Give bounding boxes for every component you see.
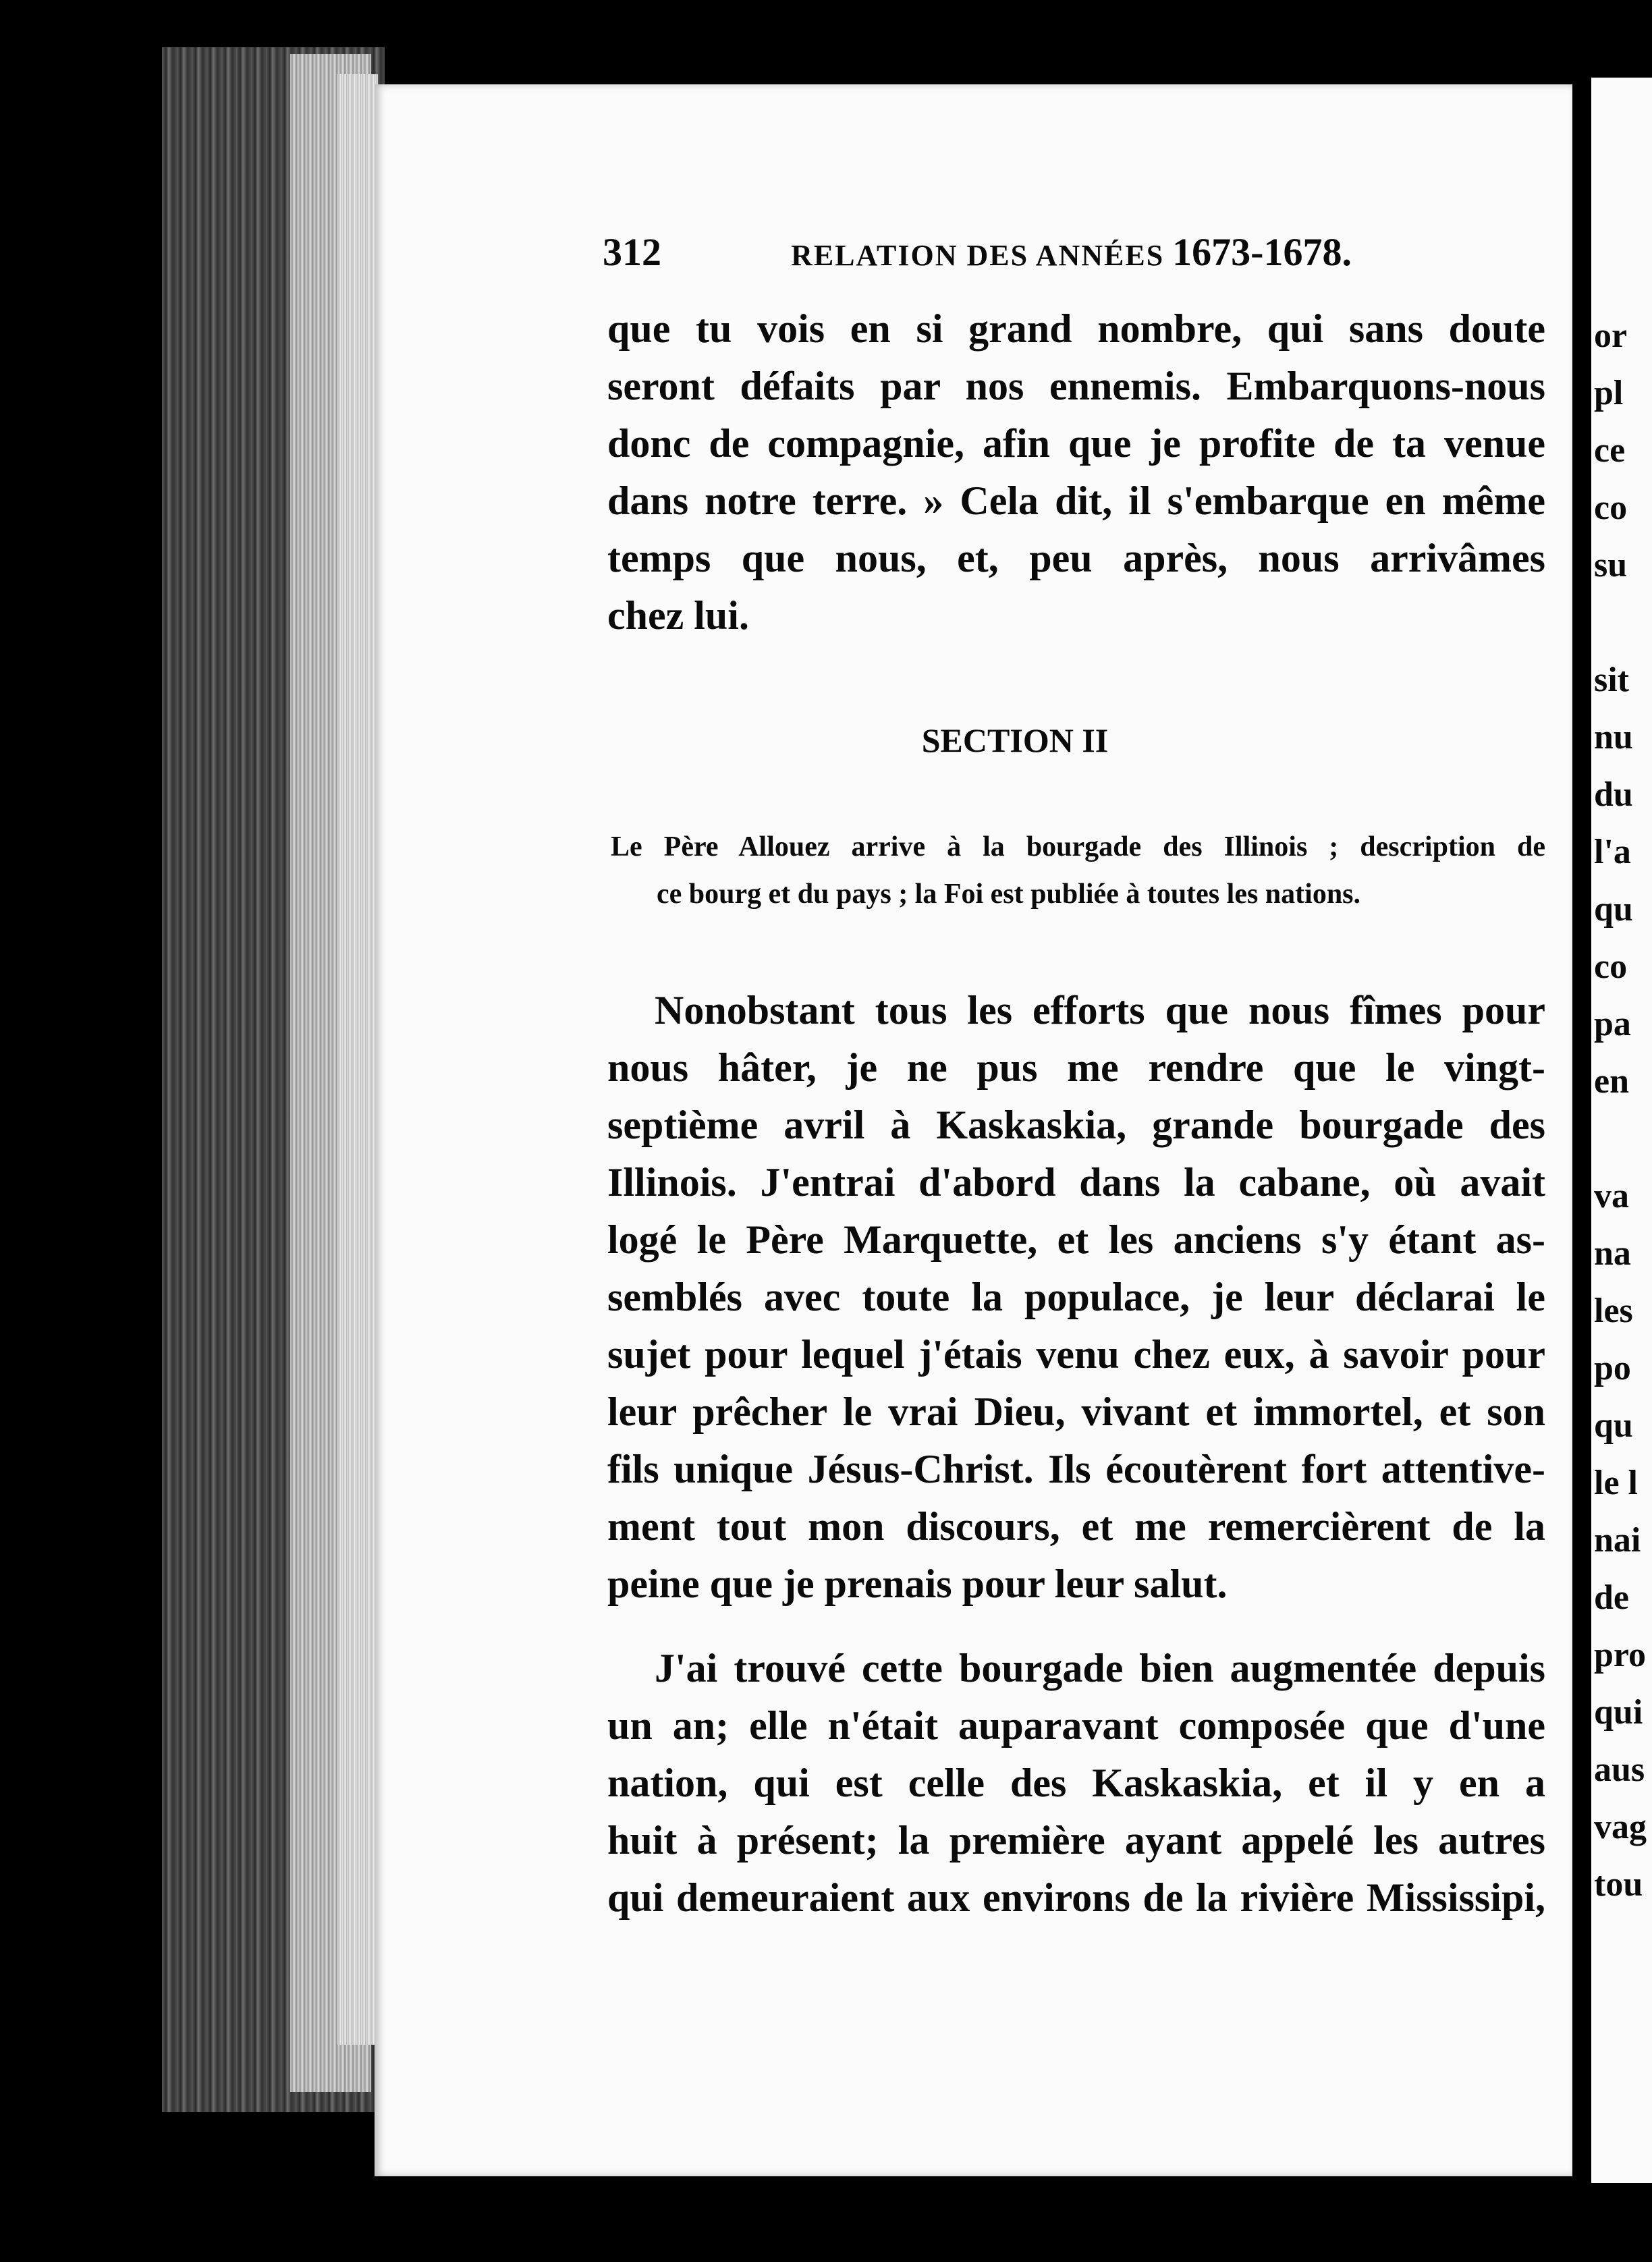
facing-page-fragment: nai — [1594, 1521, 1641, 1560]
facing-page-fragment: su — [1594, 546, 1628, 584]
facing-page-fragment: qu — [1594, 1406, 1633, 1445]
facing-page-fragment: or — [1594, 316, 1628, 355]
facing-page-fragment: de — [1594, 1578, 1629, 1617]
text-line: peine que je prenais pour leur salut. — [607, 1562, 1228, 1606]
section-heading: SECTION II — [921, 721, 1109, 759]
text-line: seront défaits par nos ennemis. Embarquons-nous — [607, 364, 1545, 408]
book-gutter — [1572, 67, 1591, 2186]
text-line: J'ai trouvé cette bourgade bien augmentée depuis — [655, 1646, 1545, 1690]
paragraph — [607, 1640, 1545, 1927]
text-line: un an; elle n'était auparavant composée que d'une — [607, 1703, 1545, 1748]
text-line: septième avril à Kaskaskia, grande bourgade des — [607, 1103, 1545, 1147]
text-line: nation, qui est celle des Kaskaskia, et il y en a — [607, 1761, 1545, 1805]
text-line: qui demeuraient aux environs de la rivière Mississipi, — [607, 1875, 1545, 1920]
running-head — [603, 229, 1365, 283]
facing-page-fragment: aus — [1594, 1750, 1645, 1789]
facing-page-fragment: tou — [1594, 1865, 1643, 1904]
running-title-years: 1673-1678. — [1172, 230, 1352, 274]
text-line: donc de compagnie, afin que je profite de ta venue — [607, 421, 1545, 466]
section-summary — [611, 823, 1545, 918]
text-line: sujet pour lequel j'étais venu chez eux, à savoir pour — [607, 1332, 1545, 1377]
running-title-text: RELATION DES ANNÉES — [791, 239, 1165, 272]
facing-page-fragment: les — [1594, 1292, 1633, 1330]
page-number: 312 — [603, 230, 661, 274]
facing-page-fragment: co — [1594, 947, 1628, 986]
facing-page-fragment: qui — [1594, 1693, 1643, 1732]
facing-page-fragment — [1594, 594, 1647, 651]
text-line: fils unique Jésus-Christ. Ils écoutèrent fort attentive- — [607, 1447, 1545, 1491]
facing-page-text-fragments — [1594, 307, 1647, 1913]
facing-page-fragment — [1594, 1110, 1647, 1167]
facing-page-fragment: du — [1594, 775, 1633, 814]
text-line: dans notre terre. » Cela dit, il s'embarque en même — [607, 478, 1545, 523]
text-line: logé le Père Marquette, et les anciens s'y étant as- — [607, 1217, 1545, 1262]
facing-page-fragment: co — [1594, 489, 1628, 527]
text-line: nous hâter, je ne pus me rendre que le vingt- — [607, 1045, 1545, 1090]
text-line: leur prêcher le vrai Dieu, vivant et immortel, et son — [607, 1389, 1545, 1434]
summary-line: ce bourg et du pays ; la Foi est publiée à toutes les nations. — [657, 879, 1361, 910]
facing-page-fragment: vag — [1594, 1808, 1647, 1846]
paragraph — [607, 982, 1545, 1613]
text-line: temps que nous, et, peu après, nous arrivâmes — [607, 536, 1545, 580]
text-line: Nonobstant tous les efforts que nous fîmes pour — [655, 988, 1545, 1032]
paragraph-continued — [607, 300, 1545, 644]
running-title — [791, 229, 1352, 275]
facing-page-fragment: sit — [1594, 661, 1629, 699]
book-page-edges-inner — [337, 74, 378, 2045]
summary-line: Le Père Allouez arrive à la bourgade des Illinois ; description de — [611, 831, 1545, 862]
facing-page-fragment: qu — [1594, 890, 1633, 929]
facing-page-fragment: pl — [1594, 374, 1624, 412]
facing-page-fragment: en — [1594, 1062, 1629, 1101]
facing-page-fragment: pro — [1594, 1636, 1647, 1674]
facing-page-fragment: po — [1594, 1349, 1631, 1387]
text-line: ment tout mon discours, et me remercièrent de la — [607, 1504, 1545, 1549]
facing-page-fragment: na — [1594, 1234, 1631, 1273]
text-line: Illinois. J'entrai d'abord dans la cabane, où avait — [607, 1160, 1545, 1205]
facing-page-fragment: l'a — [1594, 833, 1631, 871]
facing-page-fragment: va — [1594, 1177, 1629, 1215]
facing-page-fragment: le l — [1594, 1464, 1638, 1502]
facing-page-fragment: ce — [1594, 431, 1626, 470]
facing-page-fragment: pa — [1594, 1005, 1631, 1043]
facing-page-fragment: nu — [1594, 718, 1633, 756]
text-line: huit à présent; la première ayant appelé les autres — [607, 1818, 1545, 1863]
text-line: semblés avec toute la populace, je leur déclarai le — [607, 1275, 1545, 1319]
text-line: que tu vois en si grand nombre, qui sans doute — [607, 306, 1545, 351]
text-line: chez lui. — [607, 593, 749, 638]
